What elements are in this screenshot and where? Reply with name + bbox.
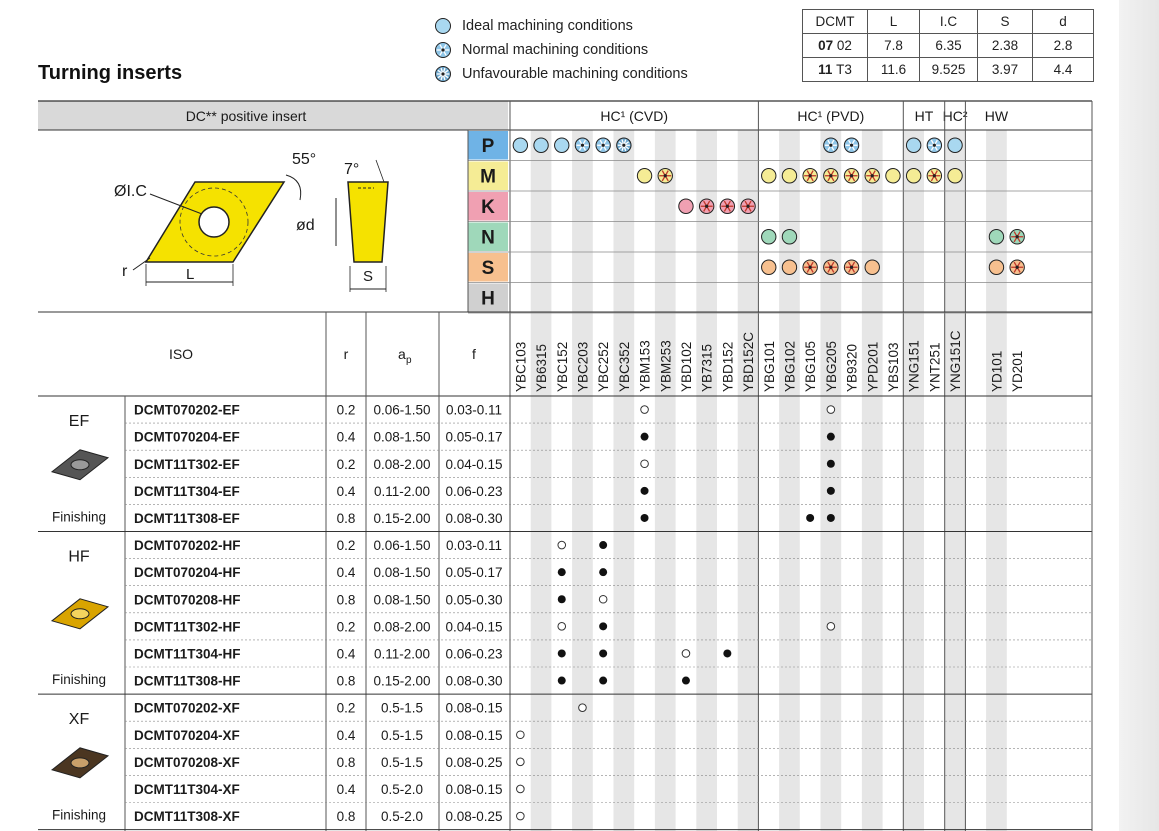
available-mark xyxy=(558,568,566,576)
ideal-circle-icon xyxy=(865,260,879,274)
condition-mark xyxy=(824,138,838,152)
available-mark xyxy=(827,433,835,441)
grade-group-label: HC¹ (PVD) xyxy=(797,108,865,124)
condition-mark xyxy=(596,138,610,152)
feed-rate: 0.03-0.11 xyxy=(445,402,503,418)
condition-mark xyxy=(1010,260,1024,274)
grade-name: YBS103 xyxy=(885,342,901,392)
available-mark xyxy=(806,514,814,522)
condition-mark xyxy=(575,138,589,152)
available-mark xyxy=(641,487,649,495)
feed-rate: 0.08-0.15 xyxy=(445,781,503,797)
dims-code-rest: 02 xyxy=(836,38,852,53)
iso-code: DCMT11T308-HF xyxy=(134,673,241,689)
insert-drawing xyxy=(114,151,388,292)
section-subtitle: Finishing xyxy=(51,672,107,688)
feed-rate: 0.08-0.30 xyxy=(445,510,503,526)
available-mark xyxy=(827,514,835,522)
ic-label: ØI.C xyxy=(114,183,147,200)
thumbnail-hole xyxy=(71,460,89,470)
ideal-circle-icon xyxy=(782,169,796,183)
r-label: r xyxy=(122,263,128,280)
condition-mark xyxy=(886,169,900,183)
ideal-circle-icon xyxy=(989,260,1003,274)
grade-name: YPD201 xyxy=(865,341,881,392)
ideal-circle-icon xyxy=(782,260,796,274)
condition-mark xyxy=(762,169,776,183)
symbol-center xyxy=(809,174,812,177)
corner-radius: 0.4 xyxy=(336,483,356,499)
ideal-circle-icon xyxy=(762,169,776,183)
condition-mark xyxy=(844,260,858,274)
clearance-line xyxy=(376,160,384,182)
corner-radius: 0.4 xyxy=(336,781,356,797)
available-mark xyxy=(682,677,690,685)
clearance-angle-label: 7° xyxy=(344,161,360,178)
corner-radius: 0.4 xyxy=(336,429,356,445)
iso-code: DCMT070208-HF xyxy=(134,592,241,608)
insert-hole xyxy=(199,207,229,237)
symbol-center xyxy=(726,205,729,208)
depth-of-cut: 0.15-2.00 xyxy=(373,673,431,689)
feed-rate: 0.04-0.15 xyxy=(445,619,503,635)
feed-rate: 0.08-0.25 xyxy=(445,809,503,825)
condition-mark xyxy=(762,230,776,244)
dims-code-bold: 07 xyxy=(818,38,834,53)
grade-group-label: HW xyxy=(984,108,1009,124)
optional-mark xyxy=(517,731,525,739)
corner-radius: 0.4 xyxy=(336,727,356,743)
ideal-circle-icon xyxy=(534,138,548,152)
symbol-center xyxy=(829,174,832,177)
condition-mark xyxy=(803,169,817,183)
grade-name: YBG101 xyxy=(761,340,777,392)
material-letter: P xyxy=(481,136,495,157)
feed-rate: 0.08-0.30 xyxy=(445,673,503,689)
symbol-center xyxy=(829,266,832,269)
ideal-circle-icon xyxy=(555,138,569,152)
legend-label: Ideal machining conditions xyxy=(462,18,633,34)
iso-code: DCMT070204-HF xyxy=(134,565,241,581)
column-shade xyxy=(945,130,966,831)
available-mark xyxy=(599,541,607,549)
dims-s: 3.97 xyxy=(978,58,1033,82)
symbol-center xyxy=(850,144,853,147)
thumbnail-hole xyxy=(71,758,89,768)
available-mark xyxy=(723,649,731,657)
depth-of-cut: 0.5-2.0 xyxy=(380,809,424,825)
optional-mark xyxy=(827,623,835,631)
ideal-circle-icon xyxy=(513,138,527,152)
depth-of-cut: 0.08-1.50 xyxy=(373,565,431,581)
legend-label: Unfavourable machining conditions xyxy=(462,66,688,82)
grade-name: YBG102 xyxy=(782,340,798,392)
section-subtitle: Finishing xyxy=(51,509,107,525)
feed-rate: 0.08-0.25 xyxy=(445,754,503,770)
d-label: ød xyxy=(296,217,315,234)
grade-group-label: HC² xyxy=(942,108,968,124)
symbol-center xyxy=(664,174,667,177)
material-letter: S xyxy=(481,258,495,279)
depth-of-cut: 0.5-2.0 xyxy=(380,781,424,797)
optional-mark xyxy=(641,406,649,414)
symbol-center xyxy=(809,266,812,269)
column-shade xyxy=(572,130,593,831)
symbol-center xyxy=(705,205,708,208)
feed-rate: 0.06-0.23 xyxy=(445,646,503,662)
available-mark xyxy=(827,460,835,468)
grade-group-label: HT xyxy=(914,108,934,124)
material-letter: M xyxy=(480,166,496,188)
dims-d: 4.4 xyxy=(1033,58,1094,82)
column-shade xyxy=(531,130,552,831)
page-title: Turning inserts xyxy=(38,62,183,84)
symbol-center xyxy=(622,144,625,147)
column-shade xyxy=(614,130,635,831)
column-shade xyxy=(738,130,759,831)
iso-code: DCMT070204-XF xyxy=(134,727,240,743)
corner-radius: 0.8 xyxy=(336,592,356,608)
depth-of-cut: 0.11-2.00 xyxy=(373,646,431,662)
angle-label: 55° xyxy=(292,151,317,168)
symbol-center xyxy=(933,144,936,147)
column-shade xyxy=(862,130,883,831)
condition-mark xyxy=(824,260,838,274)
grade-name: YD101 xyxy=(989,350,1005,392)
condition-mark xyxy=(989,260,1003,274)
optional-mark xyxy=(517,812,525,820)
corner-radius: 0.2 xyxy=(336,619,356,635)
iso-header: ISO xyxy=(168,346,194,362)
iso-code: DCMT11T304-HF xyxy=(134,646,241,662)
thumbnail-hole xyxy=(71,609,89,619)
grade-name: YBM253 xyxy=(658,340,674,392)
available-mark xyxy=(558,677,566,685)
condition-mark xyxy=(679,199,693,213)
available-mark xyxy=(558,595,566,603)
condition-mark xyxy=(989,230,1003,244)
depth-of-cut: 0.5-1.5 xyxy=(380,754,424,770)
grade-name: YBD152 xyxy=(720,341,736,392)
material-letter: H xyxy=(481,288,495,310)
feed-rate: 0.04-0.15 xyxy=(445,456,503,472)
depth-of-cut: 0.08-1.50 xyxy=(373,592,431,608)
condition-mark xyxy=(658,169,672,183)
grade-name: YB9320 xyxy=(844,343,860,392)
s-label: S xyxy=(363,268,374,285)
feed-rate: 0.03-0.11 xyxy=(445,538,503,554)
condition-mark xyxy=(782,230,796,244)
iso-code: DCMT11T304-EF xyxy=(134,483,240,499)
iso-code: DCMT070202-EF xyxy=(134,402,240,418)
optional-mark xyxy=(682,650,690,658)
symbol-center xyxy=(1016,235,1019,238)
available-mark xyxy=(599,677,607,685)
feed-rate: 0.08-0.15 xyxy=(445,727,503,743)
ideal-circle-icon xyxy=(679,199,693,213)
grade-group-label: HC¹ (CVD) xyxy=(600,108,669,124)
ideal-circle-icon xyxy=(948,169,962,183)
grade-name: YBM153 xyxy=(637,340,653,392)
condition-mark xyxy=(844,138,858,152)
ideal-circle-icon xyxy=(782,230,796,244)
grade-name: YBC103 xyxy=(513,341,529,392)
ideal-circle-icon xyxy=(989,230,1003,244)
optional-mark xyxy=(558,623,566,631)
grade-name: YBG205 xyxy=(823,340,839,392)
grade-name: YB6315 xyxy=(534,343,550,392)
grade-name: YBD152C xyxy=(741,331,757,392)
corner-radius: 0.4 xyxy=(336,565,356,581)
condition-mark xyxy=(699,199,713,213)
r-leader xyxy=(133,258,150,270)
ideal-circle-icon xyxy=(906,138,920,152)
dims-header-d: d xyxy=(1033,10,1094,34)
iso-code: DCMT070202-HF xyxy=(134,538,241,554)
corner-radius: 0.2 xyxy=(336,538,356,554)
condition-mark xyxy=(948,169,962,183)
iso-code: DCMT070202-XF xyxy=(134,700,240,716)
condition-mark xyxy=(555,138,569,152)
available-mark xyxy=(599,649,607,657)
column-shade xyxy=(655,130,676,831)
optional-mark xyxy=(641,460,649,468)
symbol-center xyxy=(871,174,874,177)
corner-radius: 0.8 xyxy=(336,754,356,770)
grade-name: YBC252 xyxy=(596,341,612,392)
dims-ic: 6.35 xyxy=(920,34,978,58)
insert-header-label: DC** positive insert xyxy=(185,108,307,124)
ideal-circle-icon xyxy=(906,169,920,183)
angle-arc xyxy=(286,175,301,200)
optional-mark xyxy=(558,541,566,549)
dims-s: 2.38 xyxy=(978,34,1033,58)
symbol-center xyxy=(850,174,853,177)
symbol-center xyxy=(602,144,605,147)
iso-code: DCMT070208-XF xyxy=(134,754,240,770)
dims-header-l: L xyxy=(868,10,920,34)
legend-label: Normal machining conditions xyxy=(462,42,649,58)
condition-mark xyxy=(865,169,879,183)
iso-code: DCMT11T302-EF xyxy=(134,456,240,472)
optional-mark xyxy=(517,758,525,766)
feed-rate: 0.05-0.17 xyxy=(445,429,503,445)
corner-radius: 0.2 xyxy=(336,456,356,472)
grade-name: YD201 xyxy=(1010,350,1026,392)
condition-mark xyxy=(927,169,941,183)
depth-of-cut: 0.08-1.50 xyxy=(373,429,431,445)
grade-name: YBD102 xyxy=(678,341,694,392)
ap-subscript: p xyxy=(406,355,412,366)
dims-ic: 9.525 xyxy=(920,58,978,82)
grade-name: YNG151 xyxy=(906,340,922,392)
corner-radius: 0.8 xyxy=(336,510,356,526)
corner-radius: 0.2 xyxy=(336,700,356,716)
grade-name: YBC352 xyxy=(616,341,632,392)
available-mark xyxy=(641,433,649,441)
symbol-center xyxy=(746,205,749,208)
ideal-circle-icon xyxy=(637,169,651,183)
column-shade xyxy=(696,130,717,831)
depth-of-cut: 0.08-2.00 xyxy=(373,456,431,472)
corner-radius: 0.8 xyxy=(336,809,356,825)
depth-of-cut: 0.06-1.50 xyxy=(373,538,431,554)
f-header: f xyxy=(472,346,476,362)
depth-of-cut: 0.15-2.00 xyxy=(373,510,431,526)
section-name: XF xyxy=(68,711,90,729)
condition-mark xyxy=(906,169,920,183)
material-letter: N xyxy=(481,227,495,249)
ideal-circle-icon xyxy=(762,260,776,274)
condition-mark xyxy=(762,260,776,274)
condition-mark xyxy=(927,138,941,152)
column-shade xyxy=(903,130,924,831)
symbol-center xyxy=(581,144,584,147)
grade-name: YB7315 xyxy=(699,343,715,392)
dims-d: 2.8 xyxy=(1033,34,1094,58)
insert-thumbnail-icon xyxy=(52,599,108,629)
optional-mark xyxy=(517,785,525,793)
corner-radius: 0.8 xyxy=(336,673,356,689)
condition-mark xyxy=(803,260,817,274)
grade-name: YNT251 xyxy=(927,342,943,392)
corner-radius: 0.2 xyxy=(336,402,356,418)
dims-header-code: DCMT xyxy=(803,10,868,34)
section-name: EF xyxy=(68,413,90,430)
condition-mark xyxy=(534,138,548,152)
dims-code-bold: 11 xyxy=(818,62,833,77)
condition-mark xyxy=(741,199,755,213)
dims-header-ic: I.C xyxy=(920,10,978,34)
iso-code: DCMT11T302-HF xyxy=(134,619,241,635)
depth-of-cut: 0.11-2.00 xyxy=(373,483,431,499)
symbol-center xyxy=(933,174,936,177)
section-subtitle: Finishing xyxy=(51,807,107,823)
depth-of-cut: 0.5-1.5 xyxy=(380,700,424,716)
condition-mark xyxy=(906,138,920,152)
ideal-circle-icon xyxy=(762,230,776,244)
insert-side-view xyxy=(348,182,388,262)
optional-mark xyxy=(579,704,587,712)
section-name: HF xyxy=(68,548,90,566)
iso-code: DCMT11T308-XF xyxy=(134,809,240,825)
grade-name: YNG151C xyxy=(948,330,964,392)
condition-mark xyxy=(1010,230,1024,244)
ap-header: a xyxy=(398,346,406,362)
available-mark xyxy=(599,622,607,630)
available-mark xyxy=(827,487,835,495)
l-label: L xyxy=(186,266,195,283)
condition-mark xyxy=(617,138,631,152)
ideal-circle-icon xyxy=(948,138,962,152)
available-mark xyxy=(558,649,566,657)
symbol-center xyxy=(829,144,832,147)
condition-mark xyxy=(782,169,796,183)
iso-code: DCMT11T308-EF xyxy=(134,510,240,526)
grade-name: YBC203 xyxy=(575,341,591,392)
dims-header-s: S xyxy=(978,10,1033,34)
condition-mark xyxy=(637,169,651,183)
condition-mark xyxy=(720,199,734,213)
feed-rate: 0.08-0.15 xyxy=(445,700,503,716)
depth-of-cut: 0.08-2.00 xyxy=(373,619,431,635)
feed-rate: 0.05-0.17 xyxy=(445,565,503,581)
column-shade xyxy=(821,130,842,831)
corner-radius: 0.4 xyxy=(336,646,356,662)
insert-thumbnail-icon xyxy=(52,450,108,480)
dims-l: 11.6 xyxy=(868,58,920,82)
r-header: r xyxy=(343,346,349,362)
available-mark xyxy=(599,568,607,576)
condition-mark xyxy=(844,169,858,183)
grade-name: YBG105 xyxy=(803,340,819,392)
condition-mark xyxy=(865,260,879,274)
insert-thumbnail-icon xyxy=(52,748,108,778)
symbol-center xyxy=(850,266,853,269)
depth-of-cut: 0.06-1.50 xyxy=(373,402,431,418)
iso-code: DCMT11T304-XF xyxy=(134,781,240,797)
feed-rate: 0.06-0.23 xyxy=(445,483,503,499)
material-letter: K xyxy=(481,197,495,218)
feed-rate: 0.05-0.30 xyxy=(445,592,503,608)
dims-l: 7.8 xyxy=(868,34,920,58)
iso-code: DCMT070204-EF xyxy=(134,429,240,445)
depth-of-cut: 0.5-1.5 xyxy=(380,727,424,743)
dims-code-rest: T3 xyxy=(836,62,852,77)
optional-mark xyxy=(599,595,607,603)
condition-mark xyxy=(824,169,838,183)
ideal-circle-icon xyxy=(886,169,900,183)
available-mark xyxy=(641,514,649,522)
symbol-center xyxy=(1016,266,1019,269)
condition-mark xyxy=(513,138,527,152)
grade-name: YBC152 xyxy=(554,341,570,392)
optional-mark xyxy=(827,406,835,414)
condition-mark xyxy=(948,138,962,152)
condition-mark xyxy=(782,260,796,274)
